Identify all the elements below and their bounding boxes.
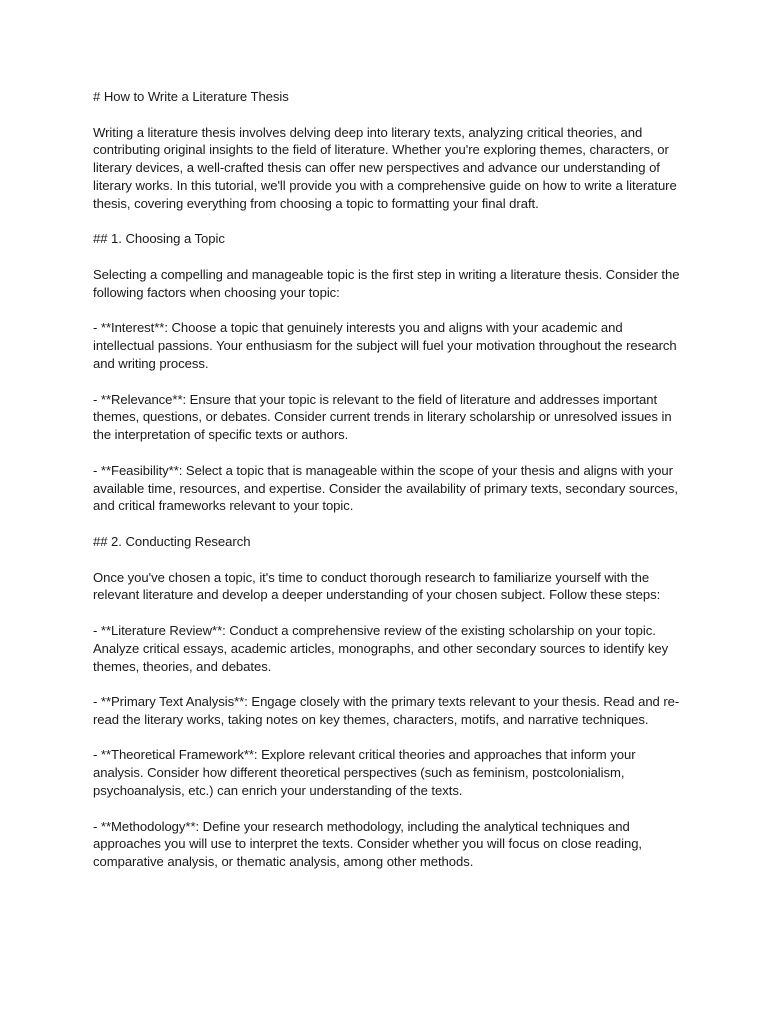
list-item-methodology: - **Methodology**: Define your research methodology, including the analytical techniques and approaches you will use to interpret the texts. Consider whether you will focus on close reading, comparative analysis, or thematic analysis, among other methods.	[93, 818, 643, 870]
list-item-feasibility: - **Feasibility**: Select a topic that is manageable within the scope of your thesis and aligns with your available time, resources, and expertise. Consider the availability of primary texts, secondary sources, and critical frameworks relevant to your topic.	[93, 462, 679, 514]
document-page	[93, 88, 685, 871]
section-heading-choosing-topic: ## 1. Choosing a Topic	[93, 231, 225, 247]
intro-paragraph: Writing a literature thesis involves delving deep into literary texts, analyzing critical theories, and contributing original insights to the field of literature. Whether you're exploring themes, characters, or literary devices, a well-crafted thesis can offer new perspectives and advance our understanding of literary works. In this tutorial, we'll provide you with a comprehensive guide on how to write a literature thesis, covering everything from choosing a topic to formatting your final draft.	[93, 124, 677, 211]
document-title: # How to Write a Literature Thesis	[93, 89, 289, 104]
list-item-theoretical-framework: - **Theoretical Framework**: Explore relevant critical theories and approaches that inform your analysis. Consider how different theoretical perspectives (such as feminism, postcolonialism, psychoanalysis, etc.) can enrich your understanding of the texts.	[93, 747, 636, 799]
list-item-interest: - **Interest**: Choose a topic that genuinely interests you and aligns with your academic and intellectual passions. Your enthusiasm for the subject will fuel your motivation throughout the research and writing process.	[93, 320, 677, 371]
section-intro-conducting-research: Once you've chosen a topic, it's time to conduct thorough research to familiarize yourself with the relevant literature and develop a deeper understanding of your chosen subject. Follow these steps:	[93, 569, 661, 603]
list-item-literature-review: - **Literature Review**: Conduct a comprehensive review of the existing scholarship on your topic. Analyze critical essays, academic articles, monographs, and other secondary sources to identify key themes, theories, and debates.	[93, 622, 669, 674]
list-item-relevance: - **Relevance**: Ensure that your topic is relevant to the field of literature and addresses important themes, questions, or debates. Consider current trends in literary scholarship or unresolved issues in the interpretation of specific texts or authors.	[93, 391, 672, 443]
list-item-primary-text-analysis: - **Primary Text Analysis**: Engage closely with the primary texts relevant to your thesis. Read and re-read the literary works, taking notes on key themes, characters, motifs, and narrative techniques.	[93, 694, 680, 727]
section-heading-conducting-research: ## 2. Conducting Research	[93, 533, 251, 549]
section-intro-choosing-topic: Selecting a compelling and manageable topic is the first step in writing a literature thesis. Consider the following factors when choosing your topic:	[93, 266, 680, 300]
